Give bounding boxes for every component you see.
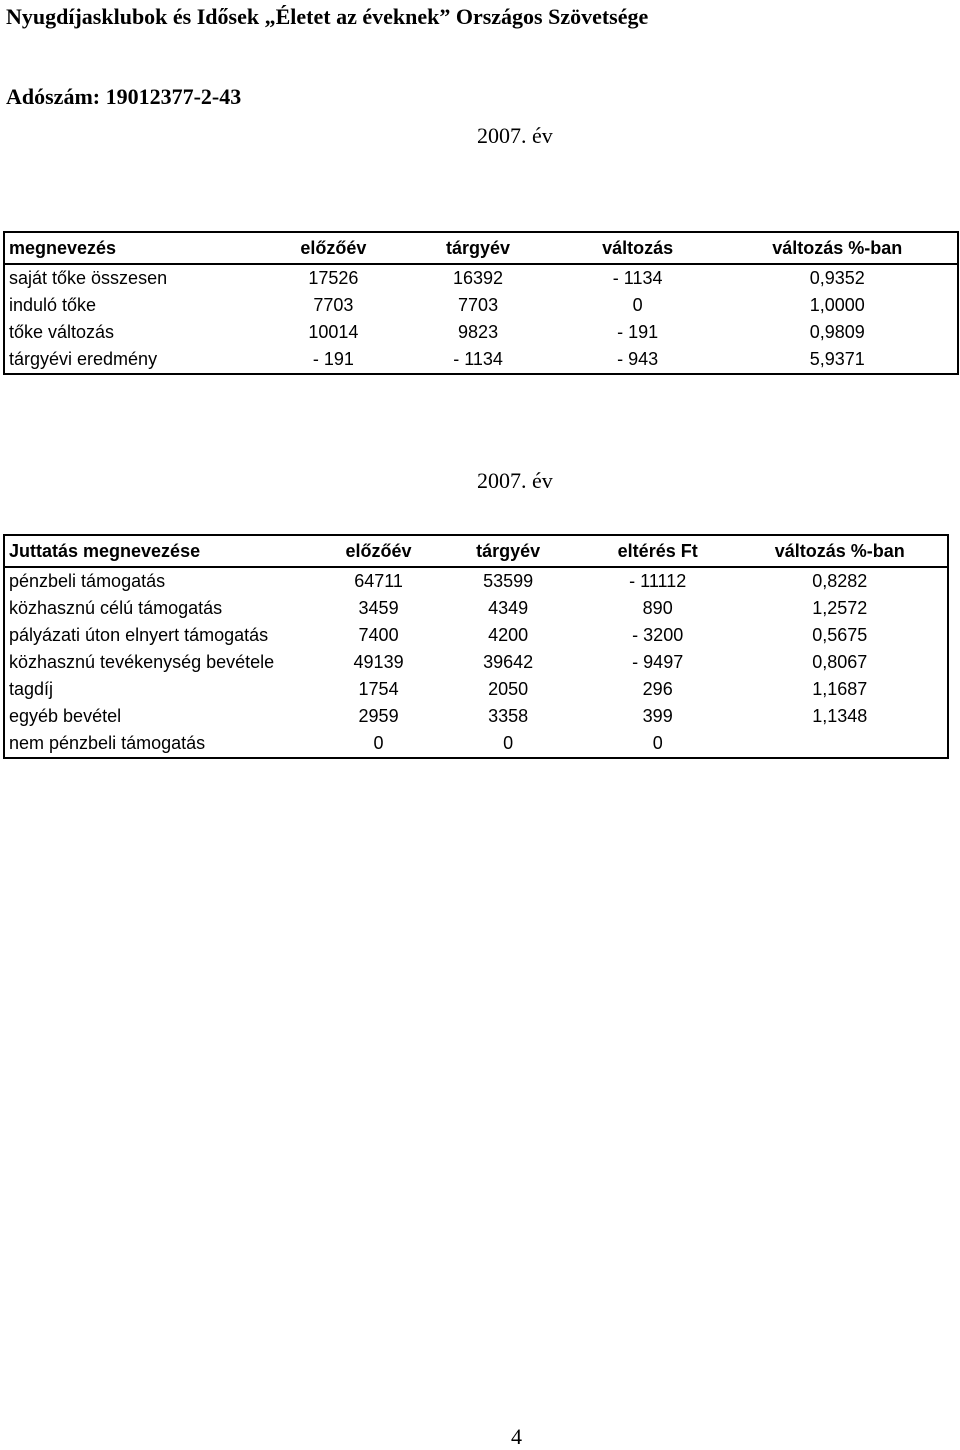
column-header: tárgyév (433, 535, 582, 567)
table-row (4, 292, 958, 319)
table-cell: tagdíj (9, 679, 54, 699)
table-cell: 49139 (353, 652, 404, 672)
table-cell: 890 (642, 598, 673, 618)
table-cell: - 943 (617, 349, 659, 369)
table-cell: tőke változás (9, 322, 115, 342)
benefits-table (3, 534, 949, 759)
table-row (4, 319, 958, 346)
year-label-2: 2007. év (477, 468, 553, 493)
column-header: előzőév (269, 232, 399, 264)
table-cell: 1,0000 (809, 295, 865, 315)
table-cell: 2050 (488, 679, 529, 699)
table-cell: 64711 (354, 571, 403, 591)
table-cell: közhasznú célú támogatás (9, 598, 223, 618)
table-cell: 1,1348 (812, 706, 868, 726)
table-cell: 1754 (358, 679, 399, 699)
table-cell: 53599 (483, 571, 534, 591)
table-cell: közhasznú tevékenység bevétele (9, 652, 275, 672)
table-cell: 17526 (308, 268, 359, 288)
column-header: tárgyév (398, 232, 558, 264)
table-cell: 0,8282 (812, 571, 868, 591)
table-cell: - 9497 (632, 652, 684, 672)
table-cell: saját tőke összesen (9, 268, 168, 288)
table-cell: - 11112 (629, 571, 687, 591)
table-row (4, 346, 958, 374)
table-header-row (4, 535, 948, 567)
column-header: változás %-ban (732, 535, 948, 567)
table-row (4, 730, 948, 758)
column-header: előzőév (324, 535, 434, 567)
column-header: eltérés Ft (583, 535, 733, 567)
table-cell: 7703 (313, 295, 354, 315)
table-cell: 9823 (458, 322, 499, 342)
table-cell: 0,9809 (809, 322, 865, 342)
table-cell: nem pénzbeli támogatás (9, 733, 206, 753)
table-cell: 1,2572 (812, 598, 868, 618)
column-header: változás %-ban (717, 232, 958, 264)
table-cell: - 1134 (612, 268, 663, 288)
table-cell: 2959 (358, 706, 399, 726)
year-label-1: 2007. év (477, 123, 553, 148)
organization-title: Nyugdíjasklubok és Idősek „Életet az éveknek” Országos Szövetsége (6, 4, 649, 29)
table-cell: 5,9371 (809, 349, 865, 369)
table-header-row (4, 232, 958, 264)
table-row (4, 567, 948, 595)
table-cell: - 191 (312, 349, 354, 369)
table-cell (732, 730, 948, 758)
table-cell: 4349 (488, 598, 529, 618)
equity-table (3, 231, 959, 375)
page-number: 4 (511, 1424, 522, 1449)
table-cell: 3358 (488, 706, 529, 726)
column-header: változás (558, 232, 718, 264)
table-cell: 3459 (358, 598, 399, 618)
table-cell: 16392 (453, 268, 504, 288)
table-cell: 0 (632, 295, 643, 315)
table-cell: 0,9352 (809, 268, 865, 288)
table-cell: - 1134 (453, 349, 503, 369)
table-cell: pénzbeli támogatás (9, 571, 166, 591)
table-cell: pályázati úton elnyert támogatás (9, 625, 269, 645)
table-cell: - 191 (617, 322, 659, 342)
table-cell: 0 (373, 733, 384, 753)
table-row (4, 676, 948, 703)
table-cell: 1,1687 (812, 679, 868, 699)
table-cell: 0,5675 (812, 625, 868, 645)
table-cell: 296 (642, 679, 673, 699)
table-cell: 4200 (488, 625, 529, 645)
table-cell: 399 (642, 706, 673, 726)
table-cell: 0 (503, 733, 514, 753)
table-cell: 0,8067 (812, 652, 868, 672)
table-cell: induló tőke (9, 295, 97, 315)
column-header: Juttatás megnevezése (4, 535, 324, 567)
table-cell: - 3200 (632, 625, 684, 645)
table-cell: tárgyévi eredmény (9, 349, 158, 369)
table-cell: egyéb bevétel (9, 706, 122, 726)
tax-id: Adószám: 19012377-2-43 (6, 84, 242, 109)
table-row (4, 703, 948, 730)
table-row (4, 622, 948, 649)
table-cell: 7703 (458, 295, 499, 315)
table-row (4, 264, 958, 292)
table-cell: 0 (652, 733, 663, 753)
table-cell: 7400 (358, 625, 399, 645)
table-cell: 39642 (483, 652, 534, 672)
column-header: megnevezés (4, 232, 269, 264)
table-row (4, 595, 948, 622)
table-row (4, 649, 948, 676)
table-cell: 10014 (308, 322, 359, 342)
